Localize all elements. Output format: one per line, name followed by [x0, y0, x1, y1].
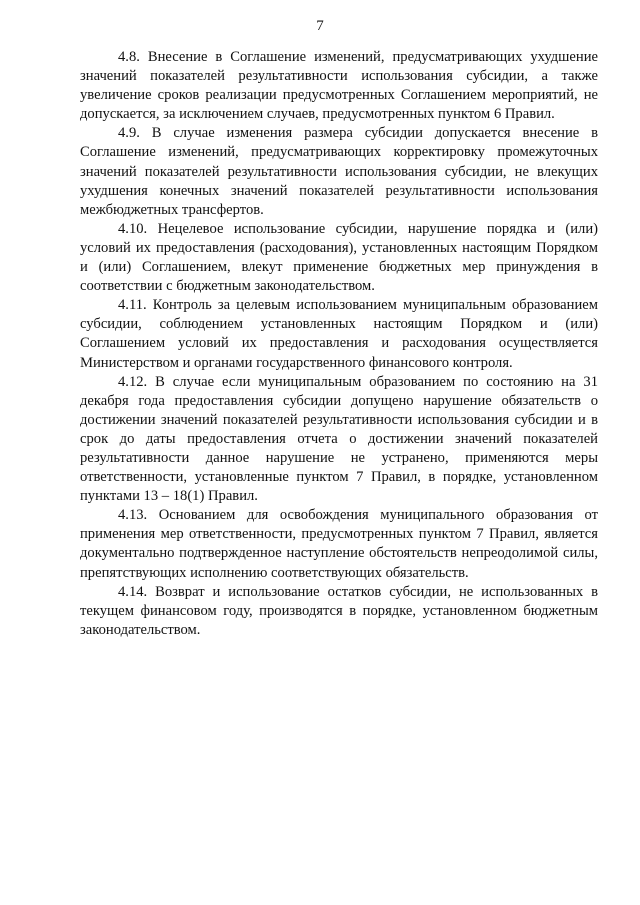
- paragraph-4-13: 4.13. Основанием для освобождения муниципального образования от применения мер ответственности, предусмотренных пунктом 7 Правил, является документально подтвержденное наступление обстоятельств непреодолимой силы, препятствующих исполнению соответствующих обязательств.: [80, 507, 598, 581]
- paragraph-4-8: 4.8. Внесение в Соглашение изменений, предусматривающих ухудшение значений показателей результативности использования субсидии, а также увеличение сроков реализации предусмотренных Соглашением мероприятий, не допускается, за исключением случаев, предусмотренных пунктом 6 Правил.: [80, 49, 598, 123]
- paragraph-4-9: 4.9. В случае изменения размера субсидии допускается внесение в Соглашение изменений, предусматривающих корректировку промежуточных значений показателей результативности использования субсидии, не влекущих ухудшения конечных значений показателей результативности использования межбюджетных трансфертов.: [80, 125, 598, 218]
- paragraph-4-12: 4.12. В случае если муниципальным образованием по состоянию на 31 декабря года предоставления субсидии допущено нарушение обязательств о достижении значений показателей результативности использования субсидии и в срок до даты предоставления отчета о достижении значений показателей результативности данное нарушение не устранено, применяются меры ответственности, установленные пунктом 7 Правил, в порядке, установленном пунктами 13 – 18(1) Правил.: [80, 373, 598, 505]
- paragraph-4-10: 4.10. Нецелевое использование субсидии, нарушение порядка и (или) условий их предоставления (расходования), установленных настоящим Порядком и (или) Соглашением, влекут применение бюджетных мер принуждения в соответствии с бюджетным законодательством.: [80, 220, 598, 295]
- page-number: 7: [316, 18, 324, 34]
- paragraph-4-11: 4.11. Контроль за целевым использованием муниципальным образованием субсидии, соблюдением установленных настоящим Порядком и (или) Соглашением условий их предоставления и расходования осуществляется Министерством и органами государственного финансового контроля.: [80, 297, 598, 371]
- paragraph-4-14: 4.14. Возврат и использование остатков субсидии, не использованных в текущем финансовом году, производятся в порядке, установленном бюджетным законодательством.: [80, 583, 598, 638]
- document-body: [80, 48, 598, 640]
